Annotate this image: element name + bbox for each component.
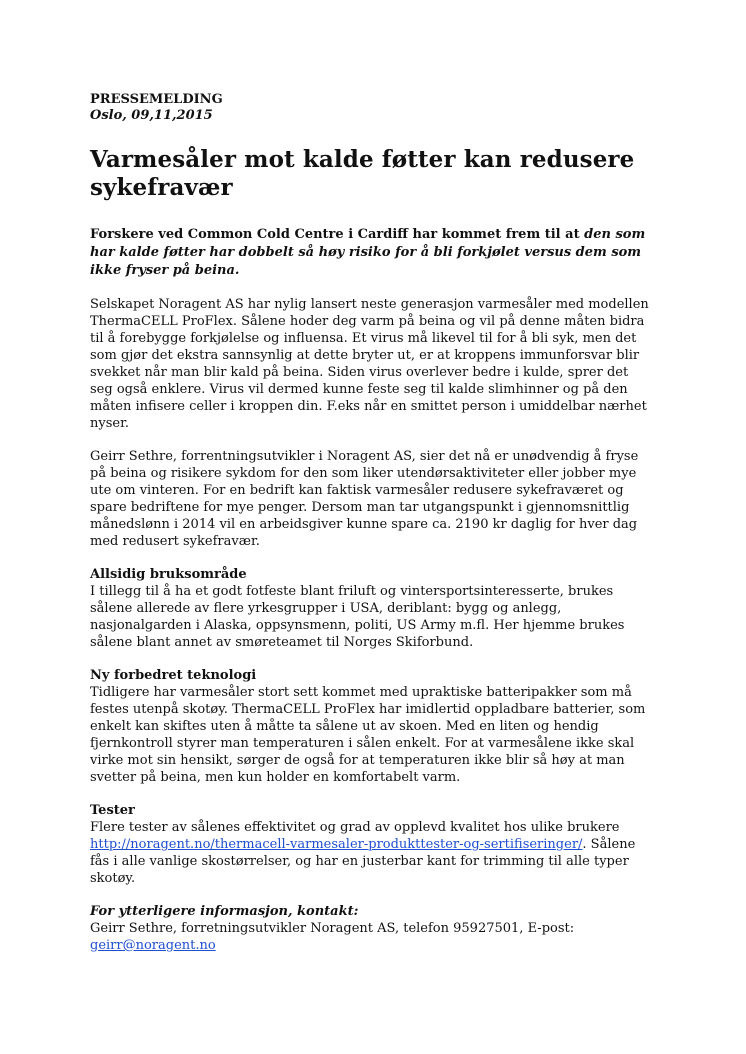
contact-line: [90, 920, 650, 954]
section-text-tester: [90, 819, 650, 887]
lead-emphasis: den som har kalde føtter har dobbelt så høy risiko for å bli forkjølet versus dem som ikke fryser på beina.: [90, 227, 646, 278]
lead-plain: Forskere ved Common Cold Centre i Cardiff har kommet frem til at: [90, 227, 585, 242]
tester-outro: . Sålene fås i alle vanlige skostørrelser, og har en justerbar kant for trimming til alle typer skotøy.: [90, 837, 636, 886]
tester-link[interactable]: http://noragent.no/thermacell-varmesaler-produkttester-og-sertifiseringer/: [90, 837, 583, 852]
section-heading-bruksomrade: Allsidig bruksområde: [90, 567, 247, 582]
section-text-teknologi: Tidligere har varmesåler stort sett kommet med upraktiske batteripakker som må festes utenpå skotøy. ThermaCELL ProFlex har imidlertid oppladbare batterier, som enkelt kan skiftes uten å måtte ta sålene ut av skoen. Med en liten og hendig fjernkontroll styrer man temperaturen i sålen enkelt. For at varmesålene ikke skal virke mot sin hensikt, sørger de også for at temperaturen ikke blir så høy at man svetter på beina, men kun holder en komfortabelt varm.: [90, 685, 646, 785]
contact-text: Geirr Sethre, forretningsutvikler Noragent AS, telefon 95927501, E-post:: [90, 921, 575, 936]
contact-email-link[interactable]: geirr@noragent.no: [90, 938, 216, 953]
press-release-label: PRESSEMELDING: [90, 92, 223, 107]
tester-intro: Flere tester av sålenes effektivitet og grad av opplevd kvalitet hos ulike brukere: [90, 820, 620, 835]
section-text-bruksomrade: I tillegg til å ha et godt fotfeste blant friluft og vintersportsinteresserte, brukes sålene allerede av flere yrkesgrupper i USA, deriblant: bygg og anlegg, nasjonalgarden i Alaska, oppsynsmenn, politi, US Army m.fl. Her hjemme brukes sålene blant annet av smøreteamet til Norges Skiforbund.: [90, 584, 625, 650]
section-heading-tester: Tester: [90, 803, 135, 818]
section-heading-teknologi: Ny forbedret teknologi: [90, 668, 257, 683]
body-paragraph-2: Geirr Sethre, forrentningsutvikler i Noragent AS, sier det nå er unødvendig å fryse på beina og risikere sykdom for den som liker utendørsaktiviteter eller jobber mye ute om vinteren. For en bedrift kan faktisk varmesåler redusere sykefraværet og spare bedriftene for mye penger. Dersom man tar utgangspunkt i gjennomsnittlig månedslønn i 2014 vil en arbeidsgiver kunne spare ca. 2190 kr daglig for hver dag med redusert sykefravær.: [90, 449, 639, 549]
press-release-document: [90, 92, 650, 954]
lead-paragraph: [90, 226, 650, 280]
body-paragraph-1: Selskapet Noragent AS har nylig lansert neste generasjon varmesåler med modellen ThermaCELL ProFlex. Sålene hoder deg varm på beina og vil på denne måten bidra til å forebygge forkjølelse og influensa. Et virus må likevel til for å bli syk, men det som gjør det ekstra sannsynlig at dette bryter ut, er at kroppens immunforsvar blir svekket når man blir kald på beina. Siden virus overlever bedre i kulde, sprer det seg også enklere. Virus vil dermed kunne feste seg til kalde slimhinner og på den måten infisere celler i kroppen din. F.eks når en smittet person i umiddelbar nærhet nyser.: [90, 297, 649, 431]
contact-heading: For ytterligere informasjon, kontakt:: [90, 904, 359, 919]
document-title: Varmesåler mot kalde føtter kan redusere sykefravær: [90, 146, 635, 201]
dateline: Oslo, 09,11,2015: [90, 108, 213, 123]
